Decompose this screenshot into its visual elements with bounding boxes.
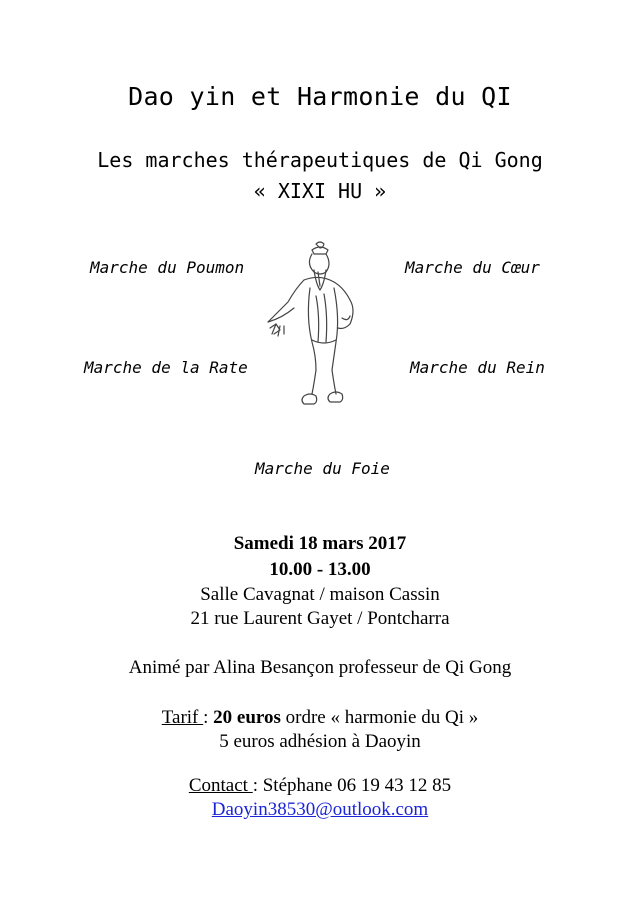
pricing-line — [0, 707, 640, 729]
event-address: 21 rue Laurent Gayet / Pontcharra — [190, 608, 450, 629]
pricing-separator: : — [203, 707, 214, 728]
walk-kidney-label: Marche du Rein — [410, 358, 545, 377]
contact-label: Contact — [188, 775, 253, 796]
event-time: 10.00 - 13.00 — [269, 559, 371, 580]
contact-line — [0, 775, 640, 797]
pricing-amount: 20 euros — [213, 707, 281, 728]
contact-email-link[interactable]: Daoyin38530@outlook.com — [211, 799, 429, 820]
contact-email-line — [0, 799, 640, 821]
sage-figure-illustration — [258, 236, 378, 416]
walk-liver-label: Marche du Foie — [255, 459, 390, 478]
pricing-order: ordre « harmonie du Qi » — [280, 707, 479, 728]
contact-phone: : Stéphane 06 19 43 12 85 — [252, 775, 452, 796]
walk-heart-label: Marche du Cœur — [405, 258, 540, 277]
event-venue: Salle Cavagnat / maison Cassin — [200, 584, 440, 605]
event-host: Animé par Alina Besançon professeur de Qi Gong — [128, 657, 512, 678]
pricing-label: Tarif — [161, 707, 204, 728]
subtitle: Les marches thérapeutiques de Qi Gong — [97, 148, 543, 172]
event-date: Samedi 18 mars 2017 — [233, 533, 407, 554]
page-title: Dao yin et Harmonie du QI — [128, 82, 512, 111]
walk-spleen-label: Marche de la Rate — [84, 358, 248, 377]
subtitle-name: « XIXI HU » — [253, 179, 387, 203]
membership-fee: 5 euros adhésion à Daoyin — [219, 731, 421, 752]
walk-lung-label: Marche du Poumon — [90, 258, 245, 277]
